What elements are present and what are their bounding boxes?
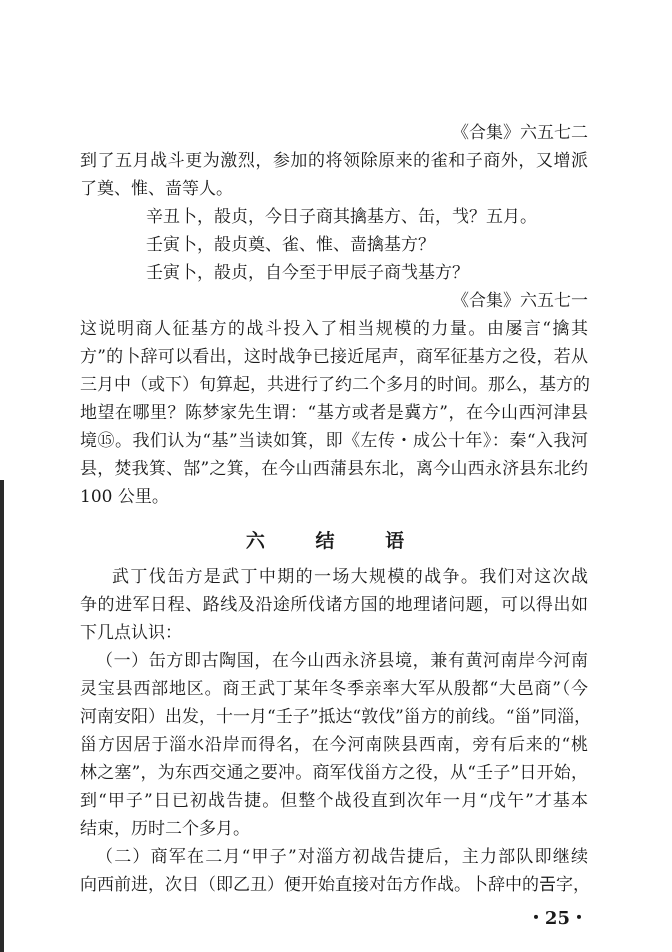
paragraph-line: 地望在哪里？陈梦家先生谓：“基方或者是冀方”，在今山西河津县 <box>80 403 588 423</box>
paragraph-line: 甾方因居于淄水沿岸而得名，在今河南陕县西南，旁有后来的“桃 <box>80 735 588 755</box>
paragraph-line: 到“甲子”日已初战告捷。但整个战役直到次年一月“戊午”才基本 <box>80 791 588 811</box>
paragraph-line: 境⑮。我们认为“基”当读如箕，即《左传・成公十年》：秦“入我河 <box>80 431 588 451</box>
paragraph-line: （一）缶方即古陶国，在今山西永济县境，兼有黄河南岸今河南 <box>96 651 588 671</box>
paragraph-line: 向西前进，次日（即乙丑）便开始直接对缶方作战。卜辞中的𢀛字， <box>80 875 590 895</box>
paragraph-line: 下几点认识： <box>80 623 182 643</box>
paragraph-line: 到了五月战斗更为激烈，参加的将领除原来的雀和子商外，又增派 <box>80 151 588 171</box>
paragraph-line: 这说明商人征基方的战斗投入了相当规模的力量。由屡言“擒其 <box>80 319 588 339</box>
paragraph-line: 林之塞”，为东西交通之要冲。商军伐甾方之役，从“壬子”日开始， <box>80 763 588 783</box>
source-citation: 《合集》六五七一 <box>452 291 588 311</box>
paragraph-line: 武丁伐缶方是武丁中期的一场大规模的战争。我们对这次战 <box>112 567 588 587</box>
section-heading: 六 结 语 <box>245 530 427 552</box>
paragraph-line: 了奠、惟、啬等人。 <box>80 179 233 199</box>
paragraph-line: 三月中（或下）旬算起，共进行了约二个多月的时间。那么，基方的 <box>80 375 590 395</box>
paragraph-line: 灵宝县西部地区。商王武丁某年冬季亲率大军从殷都“大邑商”（今 <box>80 679 588 699</box>
inscription-quote: 壬寅卜，㱿贞奠、雀、惟、啬擒基方？ <box>146 235 435 255</box>
paragraph-line: 河南安阳）出发，十一月“壬子”抵达“敦伐”甾方的前线。“甾”同淄， <box>80 707 592 727</box>
paragraph-line: 100 公里。 <box>80 487 169 507</box>
inscription-quote: 辛丑卜，㱿贞，今日子商其擒基方、缶，𢦏？五月。 <box>146 207 537 227</box>
paragraph-line: 县，焚我箕、郜”之箕，在今山西蒲县东北，离今山西永济县东北约 <box>80 459 588 479</box>
paragraph-line: 方”的卜辞可以看出，这时战争已接近尾声，商军征基方之役，若从 <box>80 347 588 367</box>
page-number: ・25・ <box>526 908 588 929</box>
paragraph-line: 争的进军日程、路线及沿途所伐诸方国的地理诸问题，可以得出如 <box>80 595 588 615</box>
paragraph-line: 结束，历时二个多月。 <box>80 819 250 839</box>
paragraph-line: （二）商军在二月“甲子”对淄方初战告捷后，主力部队即继续 <box>96 847 588 867</box>
inscription-quote: 壬寅卜，㱿贞，自今至于甲辰子商𢦏基方？ <box>146 263 469 283</box>
source-citation: 《合集》六五七二 <box>452 123 588 143</box>
